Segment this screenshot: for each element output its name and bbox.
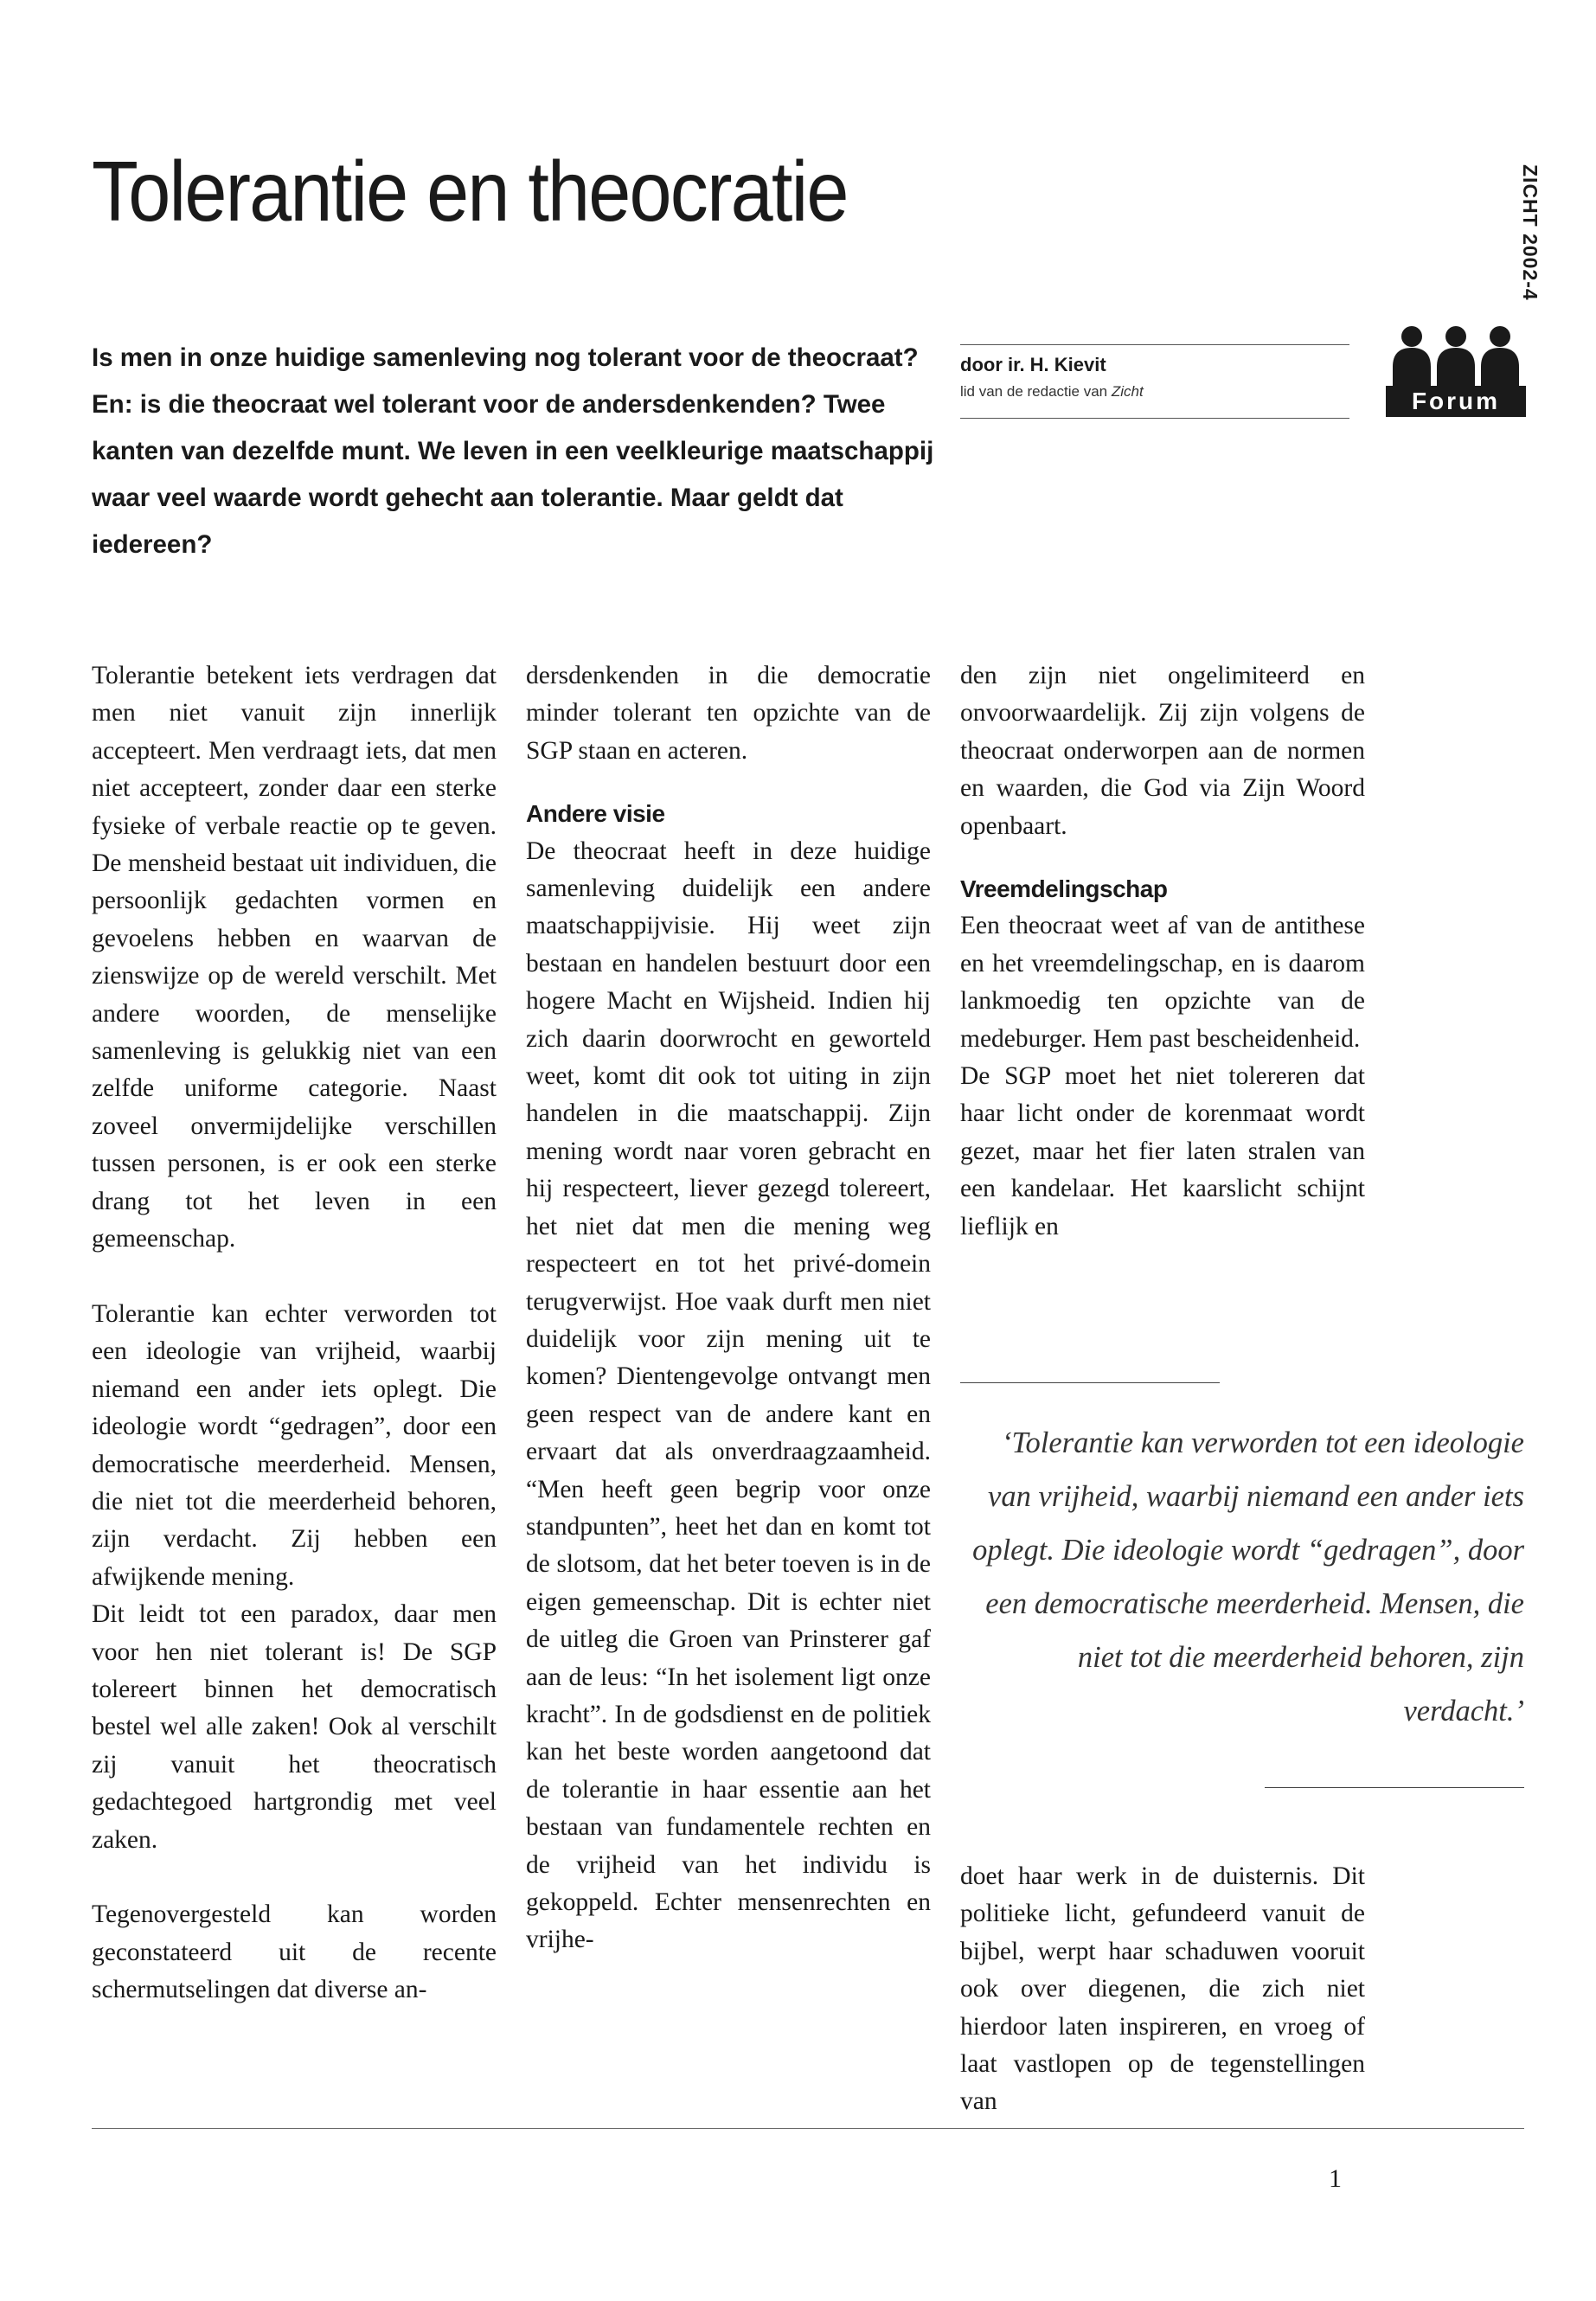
paragraph: De theocraat heeft in deze huidige samenleving duidelijk een andere maatschappijvisie. Hij weet zijn bestaan en handelen bestuurt door een hogere Macht en Wijsheid. Indien hij zich daarin doorwrocht en geworteld weet, komt dit ook tot uiting in zijn handelen in die maatschappij. Zijn mening wordt naar voren gebracht en hij respecteert, liever gezegd tolereert, het niet dat men die mening weg respecteert en tot het privé-domein terugverwijst. Hoe vaak durft men niet duidelijk voor zijn mening uit te komen? Dientengevolge ontvangt men geen respect van de andere kant en ervaart dat als onverdraagzaamheid. “Men heeft geen begrip voor onze standpunten”, heet het dan en komt tot de slotsom, dat het beter toeven is in de eigen gemeenschap. Dit is echter niet de uitleg die Groen van Prinsterer gaf aan de leus: “In het isolement ligt onze kracht”. In de godsdienst en de politiek kan het beste worden aangetoond dat de tolerantie in haar essentie aan het bestaan van fundamentele rechten en de vrijheid van het individu is gekoppeld. Echter mensenrechten en vrijhe- (526, 836, 931, 1954)
byline-role (960, 383, 1144, 401)
footer-rule (92, 2128, 1524, 2129)
logo-figure-body (1437, 348, 1475, 386)
forum-logo-icon (1386, 325, 1526, 417)
paragraph: Dit leidt tot een paradox, daar men voor hen niet tolerant is! De SGP tolereert binnen het democratisch bestel wel alle zaken! Ook al verschilt zij vanuit het theocratisch gedachtegoed hartgrondig met veel zaken. (92, 1600, 497, 1854)
logo-figure-head (1445, 326, 1466, 347)
paragraph: Tolerantie kan echter verworden tot een ideologie van vrijheid, waarbij niemand een ander iets oplegt. Die ideologie wordt “gedragen”, door een democratische meerderheid. Mensen, die niet tot die meerderheid behoren, zijn verdacht. Zij hebben een afwijkende mening. (92, 1299, 497, 1591)
column-3-top (960, 657, 1365, 1246)
section-heading-andere-visie: Andere visie (526, 800, 665, 828)
paragraph: doet haar werk in de duisternis. Dit politieke licht, gefundeerd vanuit de bijbel, werpt haar schaduwen vooruit ook over diegenen, die zich niet hierdoor laten inspireren, en vroeg of laat vastlopen op de tegenstellingen van (960, 1862, 1365, 2116)
issue-label-text: ZICHT 2002-4 (1519, 164, 1542, 301)
paragraph: De SGP moet het niet tolereren dat haar licht onder de korenmaat wordt gezet, maar het fier laten stralen van een kandelaar. Het kaarslicht schijnt lieflijk en (960, 1062, 1365, 1240)
section-heading-vreemdelingschap: Vreemdelingschap (960, 875, 1168, 903)
logo-figure-body (1393, 348, 1431, 386)
logo-label: Forum (1411, 388, 1501, 414)
issue-label (1519, 164, 1542, 303)
pull-quote: ‘Tolerantie kan verworden tot een ideologie van vrijheid, waarbij niemand een ander iets oplegt. Die ideologie wordt “gedragen”, door een democratische meerderheid. Mensen, die niet tot die meerderheid behoren, zijn verdacht.’ (972, 1426, 1524, 1727)
paragraph: Tolerantie betekent iets verdragen dat men niet vanuit zijn innerlijk accepteert. Men verdraagt iets, dat men niet accepteert, zonder daar een sterke fysieke of verbale reactie op te geven. De mensheid bestaat uit individuen, die persoonlijk gedachten vormen en gevoelens hebben en waarvan de zienswijze op de wereld verschilt. Met andere woorden, de menselijke samenleving is gelukkig niet van een zelfde uniforme categorie. Naast zoveel onvermijdelijke verschillen tussen personen, is er ook een sterke drang tot het leven in een gemeenschap. (92, 662, 497, 1253)
byline-author: door ir. H. Kievit (960, 354, 1106, 375)
pull-quote-rule-top (960, 1382, 1220, 1383)
paragraph: Een theocraat weet af van de antithese en het vreemdelingschap, en is daarom lankmoedig ten opzichte van de medeburger. Hem past bescheidenheid. (960, 912, 1365, 1053)
paragraph: Tegenovergesteld kan worden geconstateerd uit de recente schermutselingen dat diverse an- (92, 1900, 497, 2004)
byline-role-prefix: lid van de redactie van (960, 383, 1108, 400)
pull-quote-rule-bottom (1265, 1787, 1524, 1788)
intro-lead: Is men in onze huidige samenleving nog tolerant voor de theocraat? En: is die theocraat wel tolerant voor de andersdenkenden? Twee kanten van dezelfde munt. We leven in een veelkleurige maatschappij waar veel waarde wordt gehecht aan tolerantie. Maar geldt dat iedereen? (92, 343, 934, 559)
byline (960, 344, 1349, 419)
byline-publication: Zicht (1111, 383, 1144, 400)
column-1 (92, 657, 497, 2009)
paragraph: den zijn niet ongelimiteerd en onvoorwaardelijk. Zij zijn volgens de theocraat onderworpen aan de normen en waarden, die God via Zijn Woord openbaart. (960, 662, 1365, 840)
paragraph: dersdenkenden in die democratie minder tolerant ten opzichte van de SGP staan en acteren. (526, 662, 931, 765)
article-title: Tolerantie en theocratie (92, 144, 848, 239)
logo-figure-head (1490, 326, 1510, 347)
logo-figure-head (1401, 326, 1422, 347)
column-2 (526, 657, 931, 1959)
column-3-bottom (960, 1858, 1365, 2121)
page-number: 1 (1329, 2164, 1342, 2193)
logo-figure-body (1481, 348, 1519, 386)
